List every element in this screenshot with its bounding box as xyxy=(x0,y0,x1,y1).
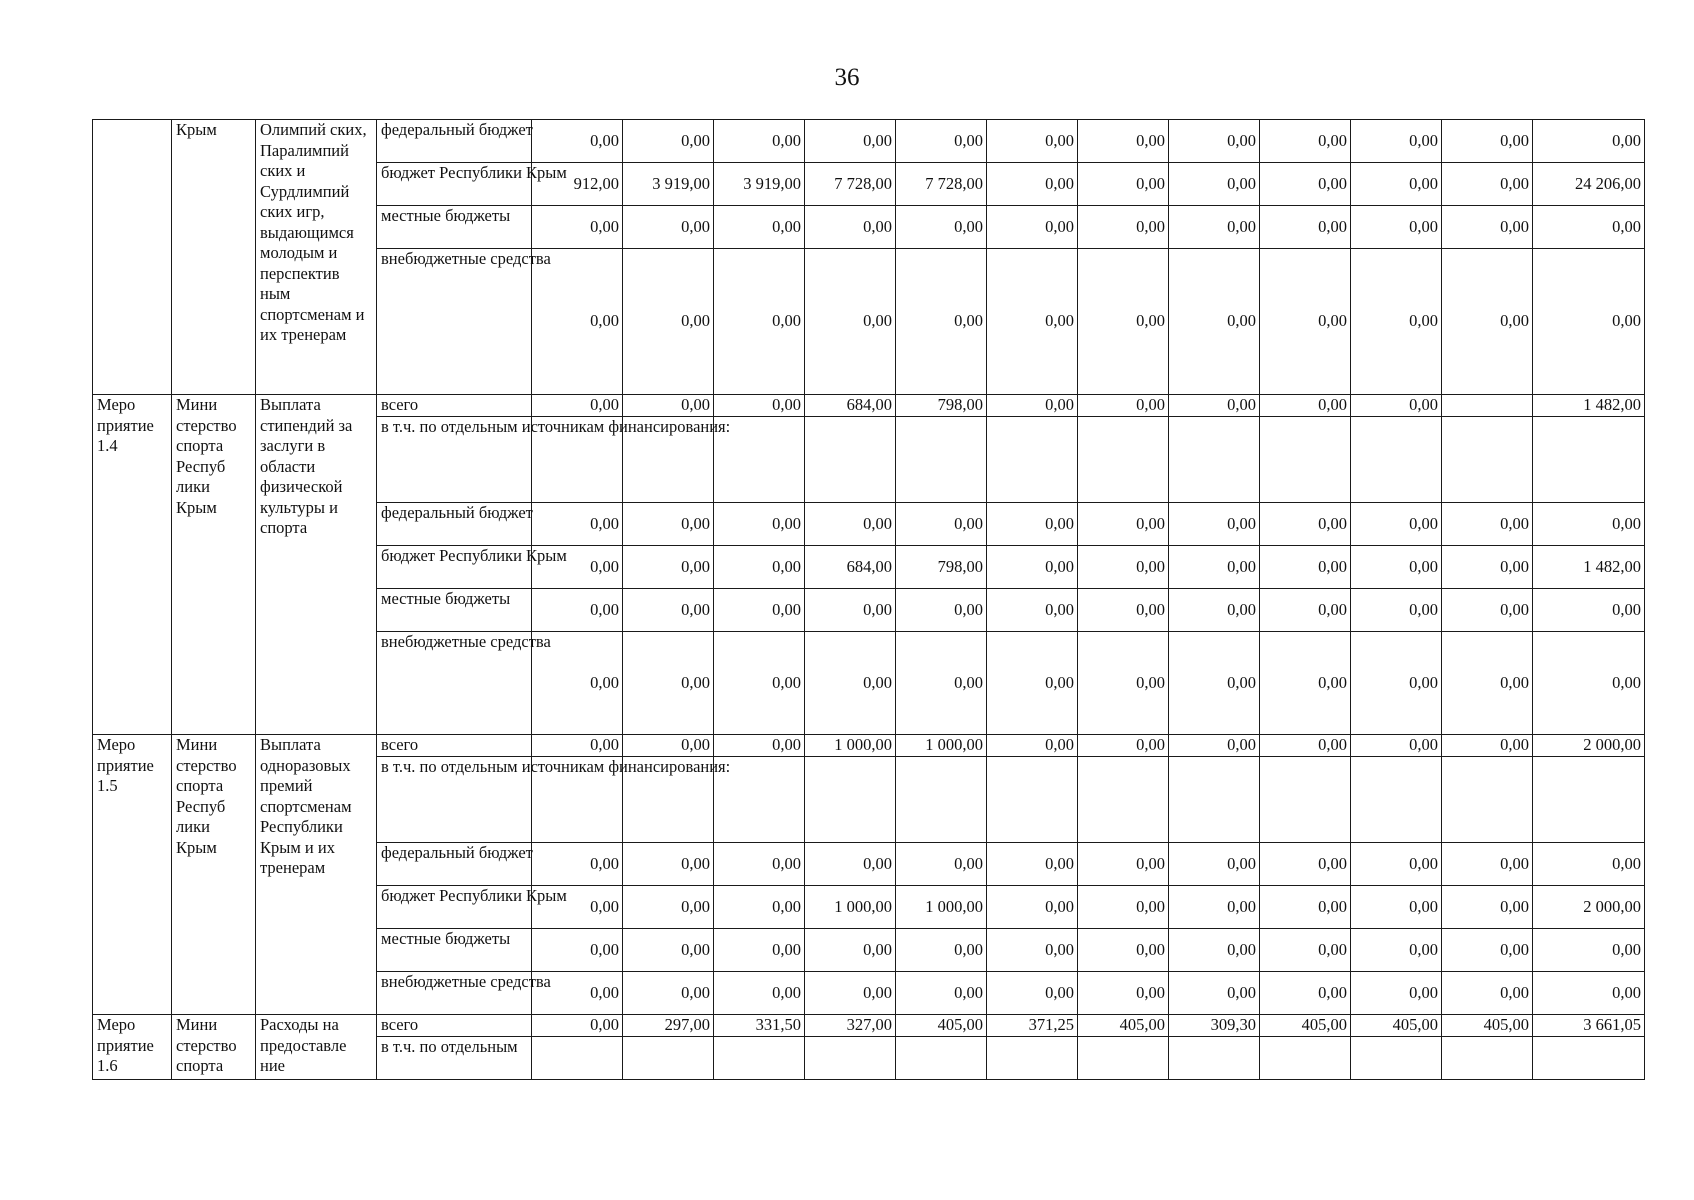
value-cell: 1 000,00 xyxy=(805,735,896,757)
source-cell: бюджет Республики Крым xyxy=(377,163,532,206)
value-cell: 297,00 xyxy=(623,1015,714,1037)
value-cell xyxy=(1442,1037,1533,1080)
value-cell: 0,00 xyxy=(1078,546,1169,589)
value-cell: 0,00 xyxy=(1260,632,1351,735)
value-cell: 0,00 xyxy=(805,843,896,886)
budget-table xyxy=(92,119,1645,1080)
value-cell: 0,00 xyxy=(896,972,987,1015)
table-row xyxy=(93,395,1645,417)
value-cell: 0,00 xyxy=(1260,249,1351,395)
value-cell xyxy=(1442,757,1533,843)
value-cell: 0,00 xyxy=(623,503,714,546)
value-cell: 0,00 xyxy=(714,546,805,589)
value-cell: 3 919,00 xyxy=(714,163,805,206)
value-cell xyxy=(1533,1037,1645,1080)
value-cell: 0,00 xyxy=(623,735,714,757)
value-cell: 0,00 xyxy=(532,735,623,757)
value-cell: 0,00 xyxy=(1351,929,1442,972)
value-cell: 0,00 xyxy=(623,249,714,395)
value-cell: 0,00 xyxy=(987,886,1078,929)
value-cell xyxy=(623,1037,714,1080)
value-cell xyxy=(1078,1037,1169,1080)
value-cell: 0,00 xyxy=(1260,972,1351,1015)
value-cell: 0,00 xyxy=(1442,972,1533,1015)
value-cell: 0,00 xyxy=(1169,972,1260,1015)
value-cell: 0,00 xyxy=(1351,886,1442,929)
value-cell: 0,00 xyxy=(1078,632,1169,735)
value-cell xyxy=(1169,1037,1260,1080)
source-cell: местные бюджеты xyxy=(377,929,532,972)
value-cell: 24 206,00 xyxy=(1533,163,1645,206)
value-cell: 2 000,00 xyxy=(1533,886,1645,929)
value-cell: 0,00 xyxy=(1260,395,1351,417)
value-cell: 0,00 xyxy=(1351,632,1442,735)
value-cell: 0,00 xyxy=(1169,929,1260,972)
value-cell: 0,00 xyxy=(805,206,896,249)
value-cell: 0,00 xyxy=(1260,886,1351,929)
value-cell: 0,00 xyxy=(805,249,896,395)
value-cell: 912,00 xyxy=(532,163,623,206)
source-cell: внебюджетные средства xyxy=(377,972,532,1015)
table-body xyxy=(93,120,1645,1080)
value-cell: 0,00 xyxy=(1442,503,1533,546)
value-cell: 0,00 xyxy=(896,929,987,972)
value-cell: 0,00 xyxy=(896,503,987,546)
value-cell: 0,00 xyxy=(1260,735,1351,757)
value-cell: 1 482,00 xyxy=(1533,546,1645,589)
value-cell xyxy=(1533,417,1645,503)
value-cell: 0,00 xyxy=(896,632,987,735)
value-cell: 1 482,00 xyxy=(1533,395,1645,417)
source-cell: федеральный бюджет xyxy=(377,120,532,163)
value-cell xyxy=(532,1037,623,1080)
value-cell xyxy=(1078,757,1169,843)
value-cell: 0,00 xyxy=(1078,395,1169,417)
value-cell: 0,00 xyxy=(532,120,623,163)
value-cell: 0,00 xyxy=(714,972,805,1015)
value-cell: 0,00 xyxy=(896,249,987,395)
value-cell: 0,00 xyxy=(805,503,896,546)
value-cell xyxy=(805,417,896,503)
value-cell: 0,00 xyxy=(1351,206,1442,249)
value-cell: 0,00 xyxy=(1351,735,1442,757)
value-cell: 0,00 xyxy=(1442,886,1533,929)
value-cell: 0,00 xyxy=(805,929,896,972)
value-cell: 0,00 xyxy=(532,632,623,735)
value-cell xyxy=(805,1037,896,1080)
value-cell xyxy=(896,417,987,503)
value-cell: 0,00 xyxy=(532,589,623,632)
value-cell: 0,00 xyxy=(623,120,714,163)
value-cell xyxy=(987,757,1078,843)
source-cell: всего xyxy=(377,395,532,417)
value-cell: 0,00 xyxy=(532,546,623,589)
source-cell: внебюджетные средства xyxy=(377,249,532,395)
value-cell xyxy=(1351,1037,1442,1080)
value-cell: 0,00 xyxy=(1351,503,1442,546)
value-cell: 0,00 xyxy=(1260,503,1351,546)
value-cell: 0,00 xyxy=(1169,395,1260,417)
value-cell: 0,00 xyxy=(1533,206,1645,249)
value-cell: 0,00 xyxy=(1442,546,1533,589)
value-cell: 7 728,00 xyxy=(896,163,987,206)
value-cell xyxy=(1533,757,1645,843)
value-cell: 0,00 xyxy=(714,929,805,972)
value-cell: 0,00 xyxy=(987,120,1078,163)
value-cell: 0,00 xyxy=(1078,843,1169,886)
value-cell: 405,00 xyxy=(1260,1015,1351,1037)
value-cell: 371,25 xyxy=(987,1015,1078,1037)
value-cell: 0,00 xyxy=(1078,929,1169,972)
value-cell: 0,00 xyxy=(1442,929,1533,972)
value-cell: 0,00 xyxy=(1078,120,1169,163)
value-cell: 0,00 xyxy=(987,546,1078,589)
value-cell: 0,00 xyxy=(714,249,805,395)
value-cell: 0,00 xyxy=(532,972,623,1015)
value-cell: 7 728,00 xyxy=(805,163,896,206)
value-cell: 0,00 xyxy=(1260,589,1351,632)
value-cell: 0,00 xyxy=(623,206,714,249)
value-cell: 0,00 xyxy=(805,120,896,163)
value-cell xyxy=(1442,395,1533,417)
value-cell: 0,00 xyxy=(714,206,805,249)
value-cell: 0,00 xyxy=(1533,929,1645,972)
value-cell: 0,00 xyxy=(896,120,987,163)
value-cell: 0,00 xyxy=(1169,843,1260,886)
value-cell xyxy=(714,1037,805,1080)
value-cell: 0,00 xyxy=(1533,503,1645,546)
value-cell: 0,00 xyxy=(623,546,714,589)
source-cell: в т.ч. по отдельным xyxy=(377,1037,532,1080)
value-cell xyxy=(805,757,896,843)
value-cell: 0,00 xyxy=(1260,163,1351,206)
value-cell: 0,00 xyxy=(714,886,805,929)
value-cell: 309,30 xyxy=(1169,1015,1260,1037)
value-cell: 0,00 xyxy=(896,589,987,632)
value-cell: 684,00 xyxy=(805,546,896,589)
source-cell: бюджет Республики Крым xyxy=(377,546,532,589)
value-cell: 0,00 xyxy=(1351,163,1442,206)
source-cell: местные бюджеты xyxy=(377,206,532,249)
source-cell: всего xyxy=(377,735,532,757)
value-cell: 3 661,05 xyxy=(1533,1015,1645,1037)
value-cell: 0,00 xyxy=(532,1015,623,1037)
value-cell: 0,00 xyxy=(1169,546,1260,589)
value-cell: 0,00 xyxy=(1351,120,1442,163)
source-cell: в т.ч. по отдельным источникам финансирования: xyxy=(377,417,532,503)
value-cell: 0,00 xyxy=(1351,546,1442,589)
value-cell: 0,00 xyxy=(1078,589,1169,632)
value-cell: 0,00 xyxy=(714,735,805,757)
value-cell: 0,00 xyxy=(1169,886,1260,929)
value-cell: 0,00 xyxy=(1260,206,1351,249)
value-cell: 0,00 xyxy=(805,589,896,632)
source-cell: в т.ч. по отдельным источникам финансирования: xyxy=(377,757,532,843)
value-cell: 405,00 xyxy=(1442,1015,1533,1037)
value-cell: 0,00 xyxy=(1260,929,1351,972)
value-cell: 0,00 xyxy=(623,886,714,929)
value-cell: 0,00 xyxy=(1169,206,1260,249)
value-cell: 0,00 xyxy=(1533,589,1645,632)
value-cell xyxy=(987,417,1078,503)
source-cell: федеральный бюджет xyxy=(377,843,532,886)
value-cell: 0,00 xyxy=(805,632,896,735)
executor-cell: Крым xyxy=(172,120,256,395)
value-cell: 0,00 xyxy=(1533,632,1645,735)
value-cell: 0,00 xyxy=(1078,206,1169,249)
value-cell: 0,00 xyxy=(532,886,623,929)
event-name-cell: Расходы на предоставле ние xyxy=(256,1015,377,1080)
value-cell: 0,00 xyxy=(896,843,987,886)
event-name-cell: Выплата стипендий за заслуги в области физической культуры и спорта xyxy=(256,395,377,735)
value-cell: 405,00 xyxy=(1351,1015,1442,1037)
executor-cell: Мини стерство спорта Респуб лики Крым xyxy=(172,735,256,1015)
value-cell: 2 000,00 xyxy=(1533,735,1645,757)
value-cell: 1 000,00 xyxy=(896,886,987,929)
value-cell: 0,00 xyxy=(1078,249,1169,395)
value-cell: 0,00 xyxy=(623,589,714,632)
value-cell: 798,00 xyxy=(896,546,987,589)
measure-cell: Меро приятие 1.4 xyxy=(93,395,172,735)
value-cell: 0,00 xyxy=(1533,249,1645,395)
value-cell: 0,00 xyxy=(714,589,805,632)
value-cell: 0,00 xyxy=(532,503,623,546)
value-cell: 0,00 xyxy=(987,929,1078,972)
value-cell: 0,00 xyxy=(987,249,1078,395)
value-cell: 0,00 xyxy=(1260,120,1351,163)
measure-cell: Меро приятие 1.6 xyxy=(93,1015,172,1080)
source-cell: всего xyxy=(377,1015,532,1037)
executor-cell: Мини стерство спорта Респуб лики Крым xyxy=(172,395,256,735)
value-cell: 0,00 xyxy=(1442,589,1533,632)
value-cell xyxy=(1078,417,1169,503)
value-cell: 0,00 xyxy=(987,589,1078,632)
value-cell xyxy=(1442,417,1533,503)
value-cell: 0,00 xyxy=(1169,735,1260,757)
value-cell xyxy=(1351,417,1442,503)
value-cell: 0,00 xyxy=(1260,546,1351,589)
value-cell: 0,00 xyxy=(623,929,714,972)
event-name-cell: Олимпий ских, Паралимпий ских и Сурдлимпий ских игр, выдающимся молодым и перспектив ным спортсменам и их тренерам xyxy=(256,120,377,395)
executor-cell: Мини стерство спорта xyxy=(172,1015,256,1080)
value-cell: 0,00 xyxy=(714,843,805,886)
value-cell: 0,00 xyxy=(714,632,805,735)
value-cell: 0,00 xyxy=(1442,632,1533,735)
value-cell: 0,00 xyxy=(987,503,1078,546)
value-cell: 0,00 xyxy=(1078,503,1169,546)
measure-cell: Меро приятие 1.5 xyxy=(93,735,172,1015)
value-cell: 0,00 xyxy=(623,972,714,1015)
value-cell: 0,00 xyxy=(1442,249,1533,395)
value-cell xyxy=(1260,757,1351,843)
value-cell: 0,00 xyxy=(1442,120,1533,163)
value-cell: 405,00 xyxy=(1078,1015,1169,1037)
value-cell: 0,00 xyxy=(1169,632,1260,735)
value-cell: 0,00 xyxy=(532,843,623,886)
value-cell: 0,00 xyxy=(987,206,1078,249)
value-cell: 0,00 xyxy=(1078,886,1169,929)
value-cell xyxy=(1260,1037,1351,1080)
value-cell: 0,00 xyxy=(1442,206,1533,249)
value-cell: 0,00 xyxy=(987,735,1078,757)
value-cell: 0,00 xyxy=(1169,249,1260,395)
source-cell: бюджет Республики Крым xyxy=(377,886,532,929)
value-cell: 798,00 xyxy=(896,395,987,417)
value-cell: 0,00 xyxy=(623,632,714,735)
value-cell: 0,00 xyxy=(1169,589,1260,632)
value-cell: 0,00 xyxy=(987,395,1078,417)
value-cell xyxy=(1169,417,1260,503)
value-cell xyxy=(987,1037,1078,1080)
source-cell: федеральный бюджет xyxy=(377,503,532,546)
value-cell: 0,00 xyxy=(623,843,714,886)
value-cell: 0,00 xyxy=(1169,503,1260,546)
value-cell: 0,00 xyxy=(987,632,1078,735)
value-cell: 0,00 xyxy=(532,206,623,249)
value-cell: 1 000,00 xyxy=(896,735,987,757)
value-cell: 0,00 xyxy=(1442,163,1533,206)
measure-cell xyxy=(93,120,172,395)
value-cell: 684,00 xyxy=(805,395,896,417)
value-cell: 405,00 xyxy=(896,1015,987,1037)
table-row xyxy=(93,735,1645,757)
value-cell xyxy=(1351,757,1442,843)
table-row xyxy=(93,120,1645,163)
value-cell: 0,00 xyxy=(1351,843,1442,886)
value-cell: 0,00 xyxy=(1169,120,1260,163)
source-cell: местные бюджеты xyxy=(377,589,532,632)
value-cell: 3 919,00 xyxy=(623,163,714,206)
table-row xyxy=(93,1015,1645,1037)
value-cell: 0,00 xyxy=(1078,163,1169,206)
value-cell xyxy=(1169,757,1260,843)
value-cell: 0,00 xyxy=(623,395,714,417)
value-cell: 1 000,00 xyxy=(805,886,896,929)
value-cell: 0,00 xyxy=(1442,735,1533,757)
event-name-cell: Выплата одноразовых премий спортсменам Республики Крым и их тренерам xyxy=(256,735,377,1015)
value-cell: 0,00 xyxy=(1442,843,1533,886)
source-cell: внебюджетные средства xyxy=(377,632,532,735)
value-cell: 0,00 xyxy=(1351,249,1442,395)
page-number: 36 xyxy=(834,64,860,91)
value-cell: 0,00 xyxy=(532,395,623,417)
value-cell: 0,00 xyxy=(1533,843,1645,886)
value-cell: 0,00 xyxy=(1351,972,1442,1015)
value-cell: 0,00 xyxy=(987,972,1078,1015)
value-cell: 0,00 xyxy=(1533,972,1645,1015)
value-cell: 0,00 xyxy=(1078,972,1169,1015)
value-cell: 0,00 xyxy=(1533,120,1645,163)
value-cell: 331,50 xyxy=(714,1015,805,1037)
value-cell: 0,00 xyxy=(1351,395,1442,417)
value-cell xyxy=(1260,417,1351,503)
value-cell: 0,00 xyxy=(1078,735,1169,757)
value-cell: 0,00 xyxy=(714,503,805,546)
value-cell: 327,00 xyxy=(805,1015,896,1037)
value-cell xyxy=(896,1037,987,1080)
value-cell: 0,00 xyxy=(714,120,805,163)
value-cell: 0,00 xyxy=(532,249,623,395)
value-cell: 0,00 xyxy=(987,843,1078,886)
value-cell: 0,00 xyxy=(714,395,805,417)
value-cell: 0,00 xyxy=(987,163,1078,206)
value-cell: 0,00 xyxy=(805,972,896,1015)
value-cell: 0,00 xyxy=(896,206,987,249)
value-cell: 0,00 xyxy=(1169,163,1260,206)
value-cell xyxy=(896,757,987,843)
value-cell: 0,00 xyxy=(532,929,623,972)
value-cell: 0,00 xyxy=(1351,589,1442,632)
value-cell: 0,00 xyxy=(1260,843,1351,886)
